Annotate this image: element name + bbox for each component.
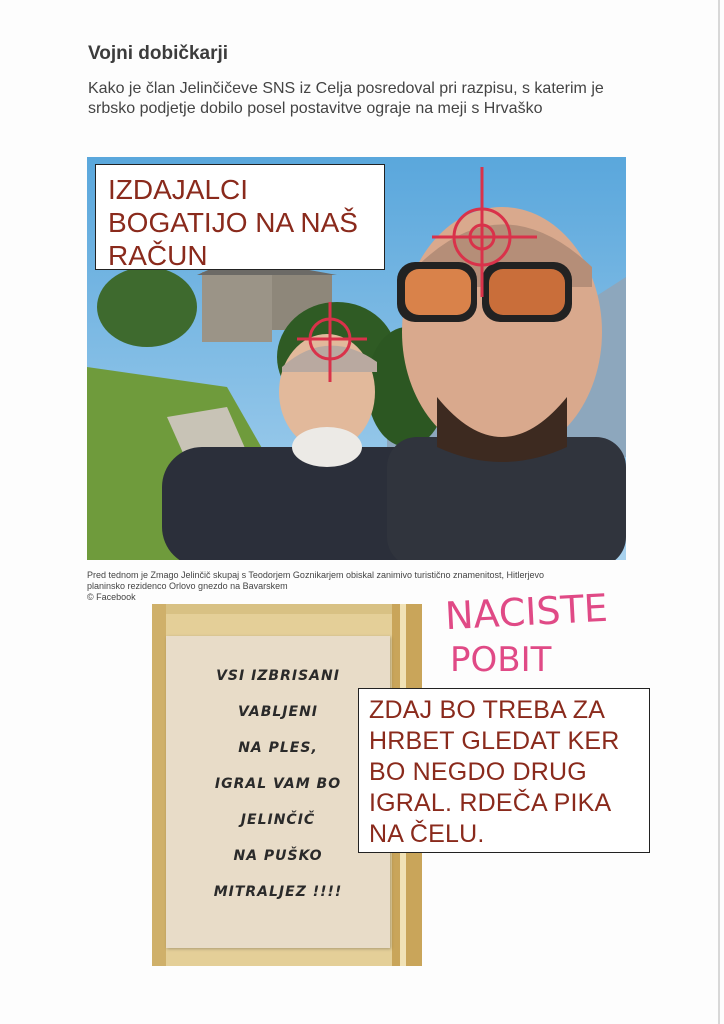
overlay-bottom-line: ZDAJ BO TREBA ZA — [369, 696, 606, 724]
note-line: MITRALJEZ !!!! — [213, 884, 343, 900]
note-line: VABLJENI — [237, 704, 318, 720]
note-line: JELINČIČ — [240, 812, 316, 828]
note-line: NA PUŠKO — [233, 848, 323, 864]
note-line: NA PLES, — [238, 740, 318, 756]
caption-line: Pred tednom je Zmago Jelinčič skupaj s Teodorjem Goznikarjem obiskal zanimivo turistično znamenitost, Hitlerjevo — [87, 570, 545, 580]
overlay-bottom-line: HRBET GLEDAT KER — [369, 727, 620, 755]
note-line: IGRAL VAM BO — [214, 776, 342, 792]
article-subtitle: Kako je član Jelinčičeve SNS iz Celja posredoval pri razpisu, s katerim je srbsko podjetje dobilo posel postavitve ograje na meji s Hrvaško — [88, 80, 604, 117]
overlay-top-line: IZDAJALCI — [108, 174, 249, 205]
graffiti-line: NACISTE — [443, 585, 609, 639]
overlay-headline-bottom — [358, 688, 650, 853]
graffiti-line: POBIT — [450, 640, 552, 680]
page-edge — [718, 0, 720, 1024]
overlay-top-line: BOGATIJO NA NAŠ — [108, 207, 358, 238]
handwritten-note — [166, 636, 390, 948]
caption-line: planinsko rezidenco Orlovo gnezdo na Bavarskem — [87, 581, 288, 591]
article-title: Vojni dobičkarji — [88, 43, 229, 64]
overlay-bottom-line: IGRAL. RDEČA PIKA — [369, 789, 612, 817]
overlay-top-line: RAČUN — [108, 240, 208, 271]
overlay-bottom-line: NA ČELU. — [369, 820, 485, 848]
caption-credit: © Facebook — [87, 592, 136, 602]
overlay-bottom-line: BO NEGDO DRUG — [369, 758, 587, 786]
overlay-headline-top — [95, 164, 385, 270]
note-line: VSI IZBRISANI — [216, 668, 340, 684]
